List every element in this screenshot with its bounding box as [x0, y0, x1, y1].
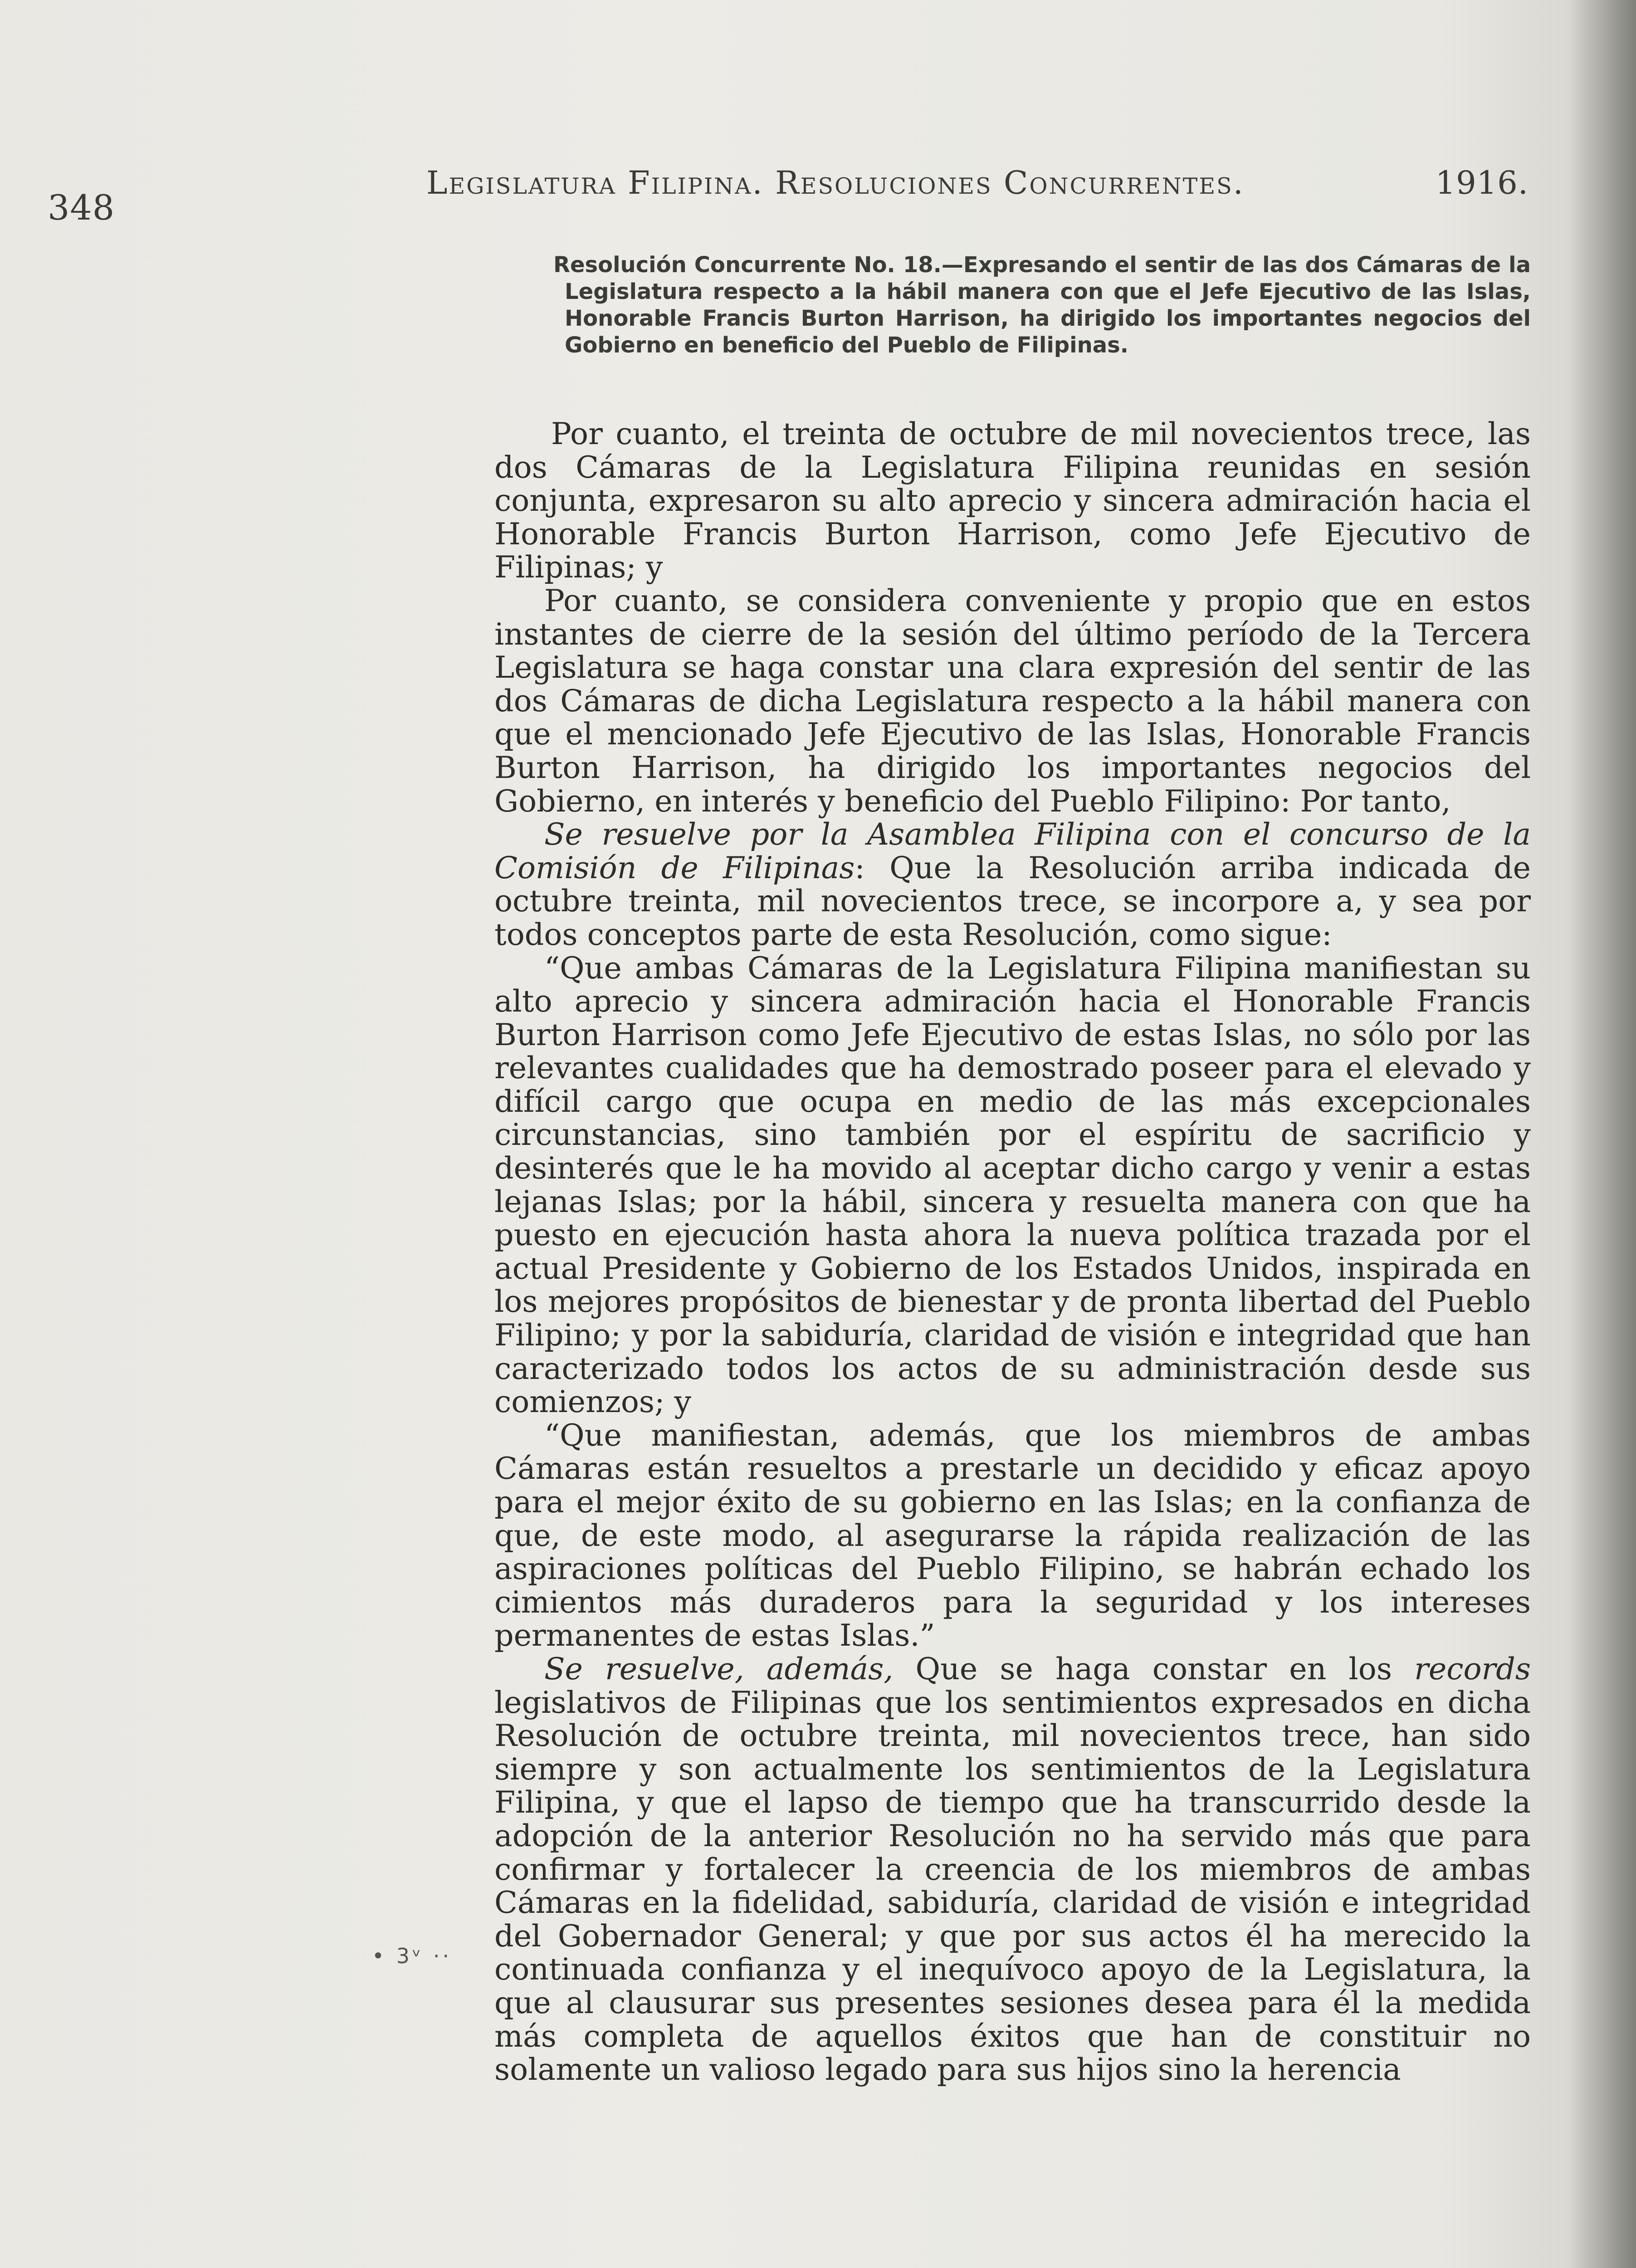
margin-note: • 3ᵛ ··: [372, 1944, 452, 1968]
running-head-year: 1916.: [1435, 164, 1529, 201]
paragraph-quoted-2: “Que manifiestan, además, que los miembros de ambas Cámaras están resueltos a prestarle un decidido y eficaz apoyo para el mejor éxito de su gobierno en las Islas; en la confianza de que, de este modo, al asegurarse la rápida realización de las aspiraciones políticas del Pueblo Filipino, se habrán echado los cimientos más duraderos para la seguridad y los intereses permanentes de estas Islas.”: [494, 1417, 1531, 1653]
resolution-summary: Resolución Concurrente No. 18.—Expresando el sentir de las dos Cámaras de la Legislatura respecto a la hábil manera con que el Jefe Ejecutivo de las Islas, Honorable Francis Burton Harrison, ha dirigido los importantes negocios del Gobierno en beneficio del Pueblo de Filipinas.: [553, 252, 1531, 358]
running-head: [426, 166, 1529, 200]
paragraph-whereas-1: Por cuanto, el treinta de octubre de mil novecientos trece, las dos Cámaras de la Legislatura Filipina reunidas en sesión conjunta, expresaron su alto aprecio y sincera admiración hacia el Honorable Francis Burton Harrison, como Jefe Ejecutivo de Filipinas; y: [494, 416, 1531, 585]
resolved-further-text-b: legislativos de Filipinas que los sentimientos expresados en dicha Resolución de octubre treinta, mil novecientos trece, han sido siempre y son actualmente los sentimientos de la Legislatura Filipina, y que el lapso de tiempo que ha transcurrido desde la adopción de la anterior Resolución no ha servido más que para confirmar y fortalecer la creencia de los miembros de ambas Cámaras en la fidelidad, sabiduría, claridad de visión e integridad del Gobernador General; y que por sus actos él ha merecido la continuada confianza y el inequívoco apoyo de la Legislatura, la que al clausurar sus presentes sesiones desea para él la medida más completa de aquellos éxitos que han de constituir no solamente un valioso legado para sus hijos sino la herencia: [494, 1684, 1531, 2087]
resolved-further-intro: Se resuelve, además,: [544, 1651, 894, 1686]
resolution-body: [494, 417, 1531, 2087]
paragraph-whereas-2: Por cuanto, se considera conveniente y propio que en estos instantes de cierre de la sesión del último período de la Tercera Legislatura se haga constar una clara expresión del sentir de las dos Cámaras de dicha Legislatura respecto a la hábil manera con que el mencionado Jefe Ejecutivo de las Islas, Honorable Francis Burton Harrison, ha dirigido los importantes negocios del Gobierno, en interés y beneficio del Pueblo Filipino: Por tanto,: [494, 582, 1531, 819]
paragraph-quoted-1: “Que ambas Cámaras de la Legislatura Filipina manifiestan su alto aprecio y sincera admiración hacia el Honorable Francis Burton Harrison como Jefe Ejecutivo de estas Islas, no sólo por las relevantes cualidades que ha demostrado poseer para el elevado y difícil cargo que ocupa en medio de las más excepcionales circunstancias, sino también por el espíritu de sacrificio y desinterés que le ha movido al aceptar dicho cargo y venir a estas lejanas Islas; por la hábil, sincera y resuelta manera con que ha puesto en ejecución hasta ahora la nueva política trazada por el actual Presidente y Gobierno de los Estados Unidos, inspirada en los mejores propósitos de bienestar y de pronta libertad del Pueblo Filipino; y por la sabiduría, claridad de visión e integridad que han caracterizado todos los actos de su administración desde sus comienzos; y: [494, 950, 1531, 1420]
resolved-clause-intro: Se resuelve por la Asamblea Filipina con el concurso de la Comisión de Filipinas: [494, 816, 1531, 885]
page-number: 348: [48, 187, 115, 228]
running-title: Legislatura Filipina. Resoluciones Concurrentes.: [426, 164, 1245, 201]
resolved-clause-text: : Que la Resolución arriba indicada de octubre treinta, mil novecientos trece, se incorpore a, y sea por todos conceptos parte de esta Resolución, como sigue:: [494, 850, 1531, 952]
resolved-further-text-a: Que se haga constar en los: [893, 1651, 1415, 1686]
binding-shadow: [1568, 0, 1636, 2268]
records-word: records: [1414, 1651, 1531, 1686]
paragraph-resolved-1: [494, 818, 1531, 951]
paragraph-resolved-2: [494, 1652, 1531, 2087]
